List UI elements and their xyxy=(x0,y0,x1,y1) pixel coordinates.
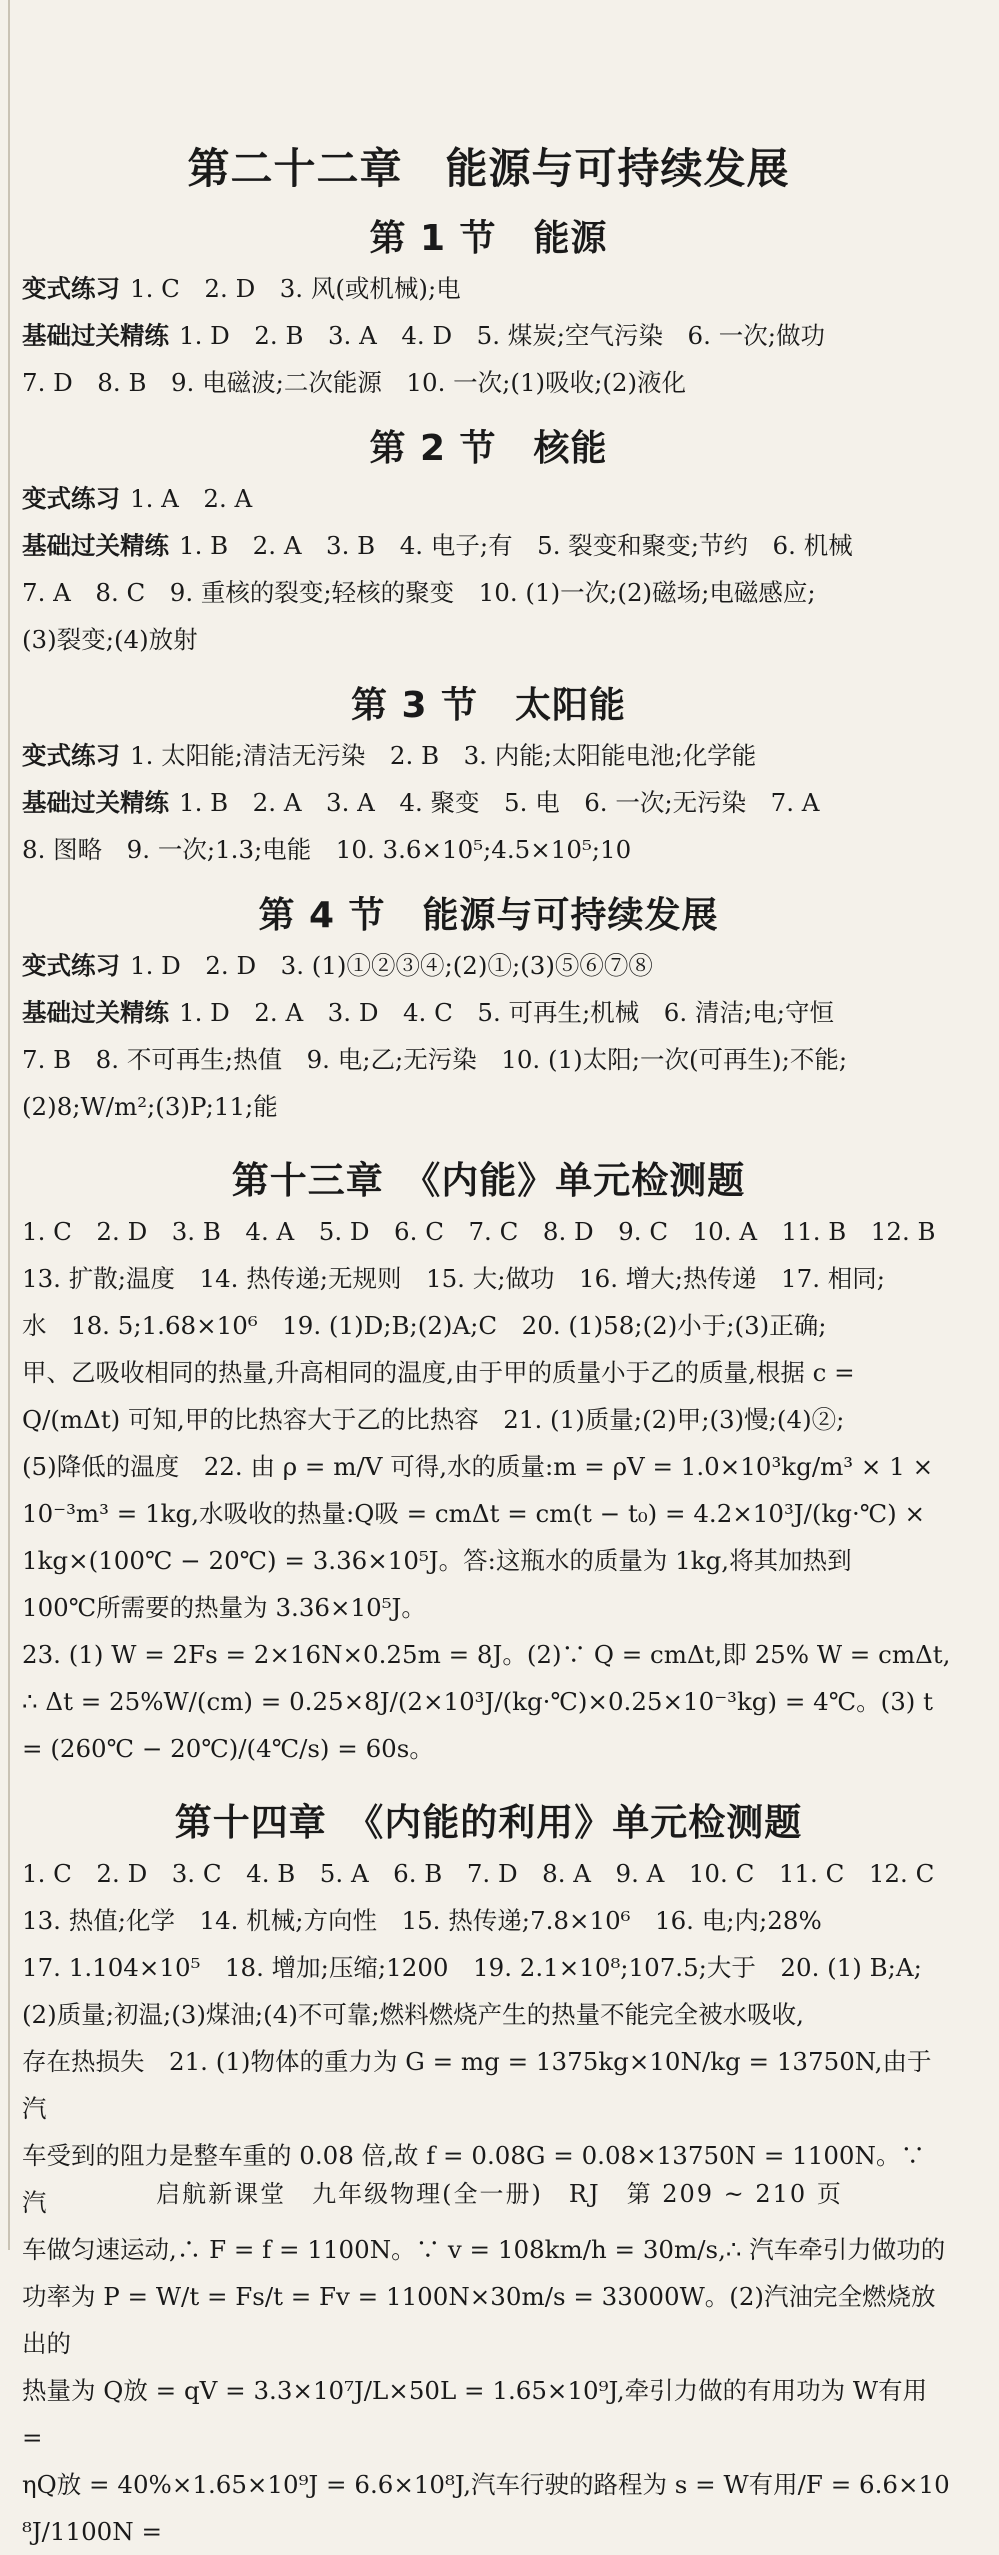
answer-text: 7. D 8. B 9. 电磁波;二次能源 10. 一次;(1)吸收;(2)液化 xyxy=(22,368,687,397)
answer-line xyxy=(22,475,955,522)
answer-text: 1. D 2. A 3. D 4. C 5. 可再生;机械 6. 清洁;电;守恒 xyxy=(179,998,834,1027)
answer-line: ∴ Δt = 25%W/(cm) = 0.25×8J/(2×10³J/(kg·℃)×0.25×10⁻³kg) = 4℃。(3) t = (260℃ − 20℃)/(4℃/s) = 60s。 xyxy=(22,1687,941,1763)
answer-line: 10⁻³m³ = 1kg,水吸收的热量:Q吸 = cmΔt = cm(t − t₀) = 4.2×10³J/(kg·℃) × xyxy=(22,1499,926,1528)
answer-line: 功率为 P = W/t = Fs/t = Fv = 1100N×30m/s = 33000W。(2)汽油完全燃烧放出的 xyxy=(22,2282,936,2358)
section-2-title: 第 2 节 核能 xyxy=(369,428,608,469)
answer-text: 1. B 2. A 3. A 4. 聚变 5. 电 6. 一次;无污染 7. A xyxy=(179,788,820,817)
answer-text: 1. B 2. A 3. B 4. 电子;有 5. 裂变和聚变;节约 6. 机械 xyxy=(179,531,853,560)
answer-line xyxy=(22,732,955,779)
answer-line: 17. 1.104×10⁵ 18. 增加;压缩;1200 19. 2.1×10⁸;107.5;大于 20. (1) B;A; xyxy=(22,1953,922,1982)
chapter-14-title: 第十四章 《内能的利用》单元检测题 xyxy=(174,1801,803,1844)
answer-line xyxy=(22,826,955,873)
answer-line: 存在热损失 21. (1)物体的重力为 G = mg = 1375kg×10N/kg = 13750N,由于汽 xyxy=(22,2047,932,2123)
answer-line xyxy=(22,616,955,663)
answer-text: 1. D 2. D 3. (1)①②③④;(2)①;(3)⑤⑥⑦⑧ xyxy=(130,951,653,980)
answer-label: 基础过关精练 xyxy=(22,998,169,1027)
answer-text: 7. B 8. 不可再生;热值 9. 电;乙;无污染 10. (1)太阳;一次(可再生);不能; xyxy=(22,1045,848,1074)
answer-line: 车做匀速运动,∴ F = f = 1100N。∵ v = 108km/h = 30m/s,∴ 汽车牵引力做功的 xyxy=(22,2235,946,2264)
answer-line: 100℃所需要的热量为 3.36×10⁵J。 xyxy=(22,1593,426,1622)
answer-line: ηQ放 = 40%×1.65×10⁹J = 6.6×10⁸J,汽车行驶的路程为 s = W有用/F = 6.6×10⁸J/1100N = xyxy=(22,2470,950,2546)
answer-line: 水 18. 5;1.68×10⁶ 19. (1)D;B;(2)A;C 20. (1)58;(2)小于;(3)正确; xyxy=(22,1311,827,1340)
section-3-title: 第 3 节 太阳能 xyxy=(350,685,627,726)
answer-line: 1. C 2. D 3. B 4. A 5. D 6. C 7. C 8. D 9. C 10. A 11. B 12. B xyxy=(22,1217,936,1246)
answer-text: 1. 太阳能;清洁无污染 2. B 3. 内能;太阳能电池;化学能 xyxy=(130,741,757,770)
answer-line xyxy=(22,265,955,312)
section-4-title: 第 4 节 能源与可持续发展 xyxy=(258,895,719,936)
answer-text: (2)8;W/m²;(3)P;11;能 xyxy=(22,1092,278,1121)
answer-text: 1. C 2. D 3. 风(或机械);电 xyxy=(130,274,461,303)
answer-label: 变式练习 xyxy=(22,951,120,980)
section-1-title: 第 1 节 能源 xyxy=(369,218,608,259)
answer-line: 1kg×(100℃ − 20℃) = 3.36×10⁵J。答:这瓶水的质量为 1kg,将其加热到 xyxy=(22,1546,852,1575)
chapter-13-title: 第十三章 《内能》单元检测题 xyxy=(231,1159,746,1202)
answer-text: 8. 图略 9. 一次;1.3;电能 10. 3.6×10⁵;4.5×10⁵;10 xyxy=(22,835,632,864)
answer-line xyxy=(22,1036,955,1083)
answer-line: 13. 热值;化学 14. 机械;方向性 15. 热传递;7.8×10⁶ 16. 电;内;28% xyxy=(22,1906,822,1935)
page-footer: 启航新课堂 九年级物理(全一册) RJ 第 209 ~ 210 页 xyxy=(156,2180,843,2208)
answer-line: (5)降低的温度 22. 由 ρ = m/V 可得,水的质量:m = ρV = 1.0×10³kg/m³ × 1 × xyxy=(22,1452,934,1481)
answer-line: 甲、乙吸收相同的热量,升高相同的温度,由于甲的质量小于乙的质量,根据 c = xyxy=(22,1358,855,1387)
answer-label: 基础过关精练 xyxy=(22,788,169,817)
answer-line xyxy=(22,989,955,1036)
chapter-22-title: 第二十二章 能源与可持续发展 xyxy=(187,144,790,193)
answer-line xyxy=(22,942,955,989)
answer-text: (3)裂变;(4)放射 xyxy=(22,625,198,654)
answer-line: 热量为 Q放 = qV = 3.3×10⁷J/L×50L = 1.65×10⁹J,牵引力做的有用功为 W有用 = xyxy=(22,2376,935,2452)
answer-label: 变式练习 xyxy=(22,484,120,513)
answer-line xyxy=(22,779,955,826)
answer-line xyxy=(22,1083,955,1130)
answer-line: 13. 扩散;温度 14. 热传递;无规则 15. 大;做功 16. 增大;热传递 17. 相同; xyxy=(22,1264,886,1293)
answer-label: 变式练习 xyxy=(22,741,120,770)
answer-line: 1. C 2. D 3. C 4. B 5. A 6. B 7. D 8. A 9. A 10. C 11. C 12. C xyxy=(22,1859,935,1888)
answer-text: 1. D 2. B 3. A 4. D 5. 煤炭;空气污染 6. 一次;做功 xyxy=(179,321,825,350)
answer-text: 7. A 8. C 9. 重核的裂变;轻核的聚变 10. (1)一次;(2)磁场;电磁感应; xyxy=(22,578,816,607)
answer-line: Q/(mΔt) 可知,甲的比热容大于乙的比热容 21. (1)质量;(2)甲;(3)慢;(4)②; xyxy=(22,1405,845,1434)
answer-label: 基础过关精练 xyxy=(22,531,169,560)
answer-line: (2)质量;初温;(3)煤油;(4)不可靠;燃料燃烧产生的热量不能完全被水吸收, xyxy=(22,2000,804,2029)
answer-line xyxy=(22,359,955,406)
answer-line: 23. (1) W = 2Fs = 2×16N×0.25m = 8J。(2)∵ Q = cmΔt,即 25% W = cmΔt, xyxy=(22,1640,951,1669)
answer-line xyxy=(22,522,955,569)
answer-label: 基础过关精练 xyxy=(22,321,169,350)
answer-text: 1. A 2. A xyxy=(130,484,253,513)
answer-line xyxy=(22,312,955,359)
binding-gutter xyxy=(8,0,10,2250)
answer-label: 变式练习 xyxy=(22,274,120,303)
answer-line xyxy=(22,569,955,616)
answer-line: 车受到的阻力是整车重的 0.08 倍,故 f = 0.08G = 0.08×13750N = 1100N。∵ 汽 xyxy=(22,2141,933,2217)
